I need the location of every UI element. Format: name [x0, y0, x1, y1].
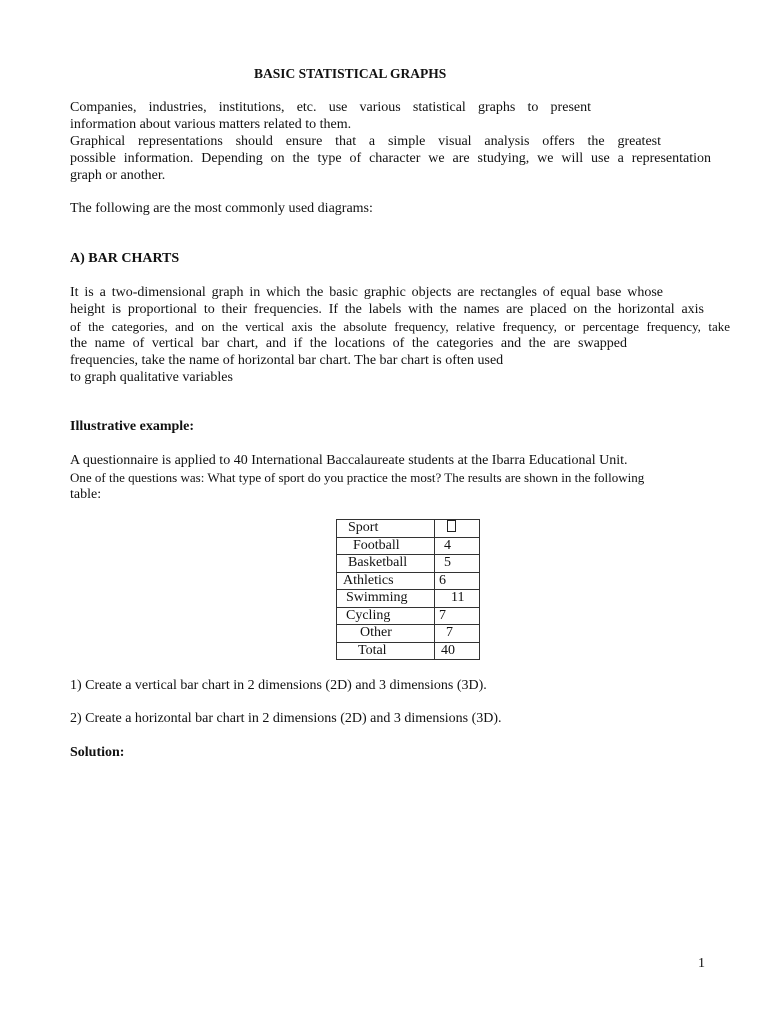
- table-cell-sport: Swimming: [337, 590, 435, 608]
- example-line-1: A questionnaire is applied to 40 International Baccalaureate students at the Ibarra Educational Unit.: [70, 453, 628, 468]
- task-2: 2) Create a horizontal bar chart in 2 dimensions (2D) and 3 dimensions (3D).: [70, 711, 502, 726]
- section-a-heading: A) BAR CHARTS: [70, 251, 180, 266]
- bar-charts-line-2: height is proportional to their frequencies. If the labels with the names are placed on the horizontal axis: [70, 302, 704, 317]
- table-cell-sport: Cycling: [337, 607, 435, 625]
- table-cell-sport: Total: [337, 642, 435, 660]
- document-title: BASIC STATISTICAL GRAPHS: [254, 66, 447, 81]
- bar-charts-line-6: to graph qualitative variables: [70, 370, 233, 385]
- bar-charts-line-5: frequencies, take the name of horizontal bar chart. The bar chart is often used: [70, 353, 504, 368]
- table-cell-value: 40: [435, 642, 480, 660]
- table-header-frequency: [435, 520, 480, 538]
- bar-charts-line-3: of the categories, and on the vertical axis the absolute frequency, relative frequency, or percentage frequency, take: [70, 319, 730, 334]
- table-cell-sport: Athletics: [337, 572, 435, 590]
- intro-paragraph: [70, 99, 711, 184]
- table-header-row: [337, 520, 480, 538]
- table-cell-sport: Basketball: [337, 555, 435, 573]
- bar-charts-line-1: It is a two-dimensional graph in which the basic graphic objects are rectangles of equal base whose: [70, 285, 663, 300]
- bar-charts-paragraph: [70, 284, 730, 386]
- table-cell-sport: Football: [337, 537, 435, 555]
- page-number: 1: [698, 956, 705, 971]
- following-text: The following are the most commonly used diagrams:: [70, 201, 373, 216]
- intro-line-2: information about various matters related to them.: [70, 117, 352, 132]
- table-row: [337, 555, 480, 573]
- task-1: 1) Create a vertical bar chart in 2 dimensions (2D) and 3 dimensions (3D).: [70, 678, 487, 693]
- intro-line-3: Graphical representations should ensure that a simple visual analysis offers the greatest: [70, 134, 661, 149]
- table-row: [337, 572, 480, 590]
- table-cell-value: 5: [435, 555, 480, 573]
- bar-charts-line-4: the name of vertical bar chart, and if the locations of the categories and the are swapped: [70, 336, 627, 351]
- table-cell-value: 7: [435, 625, 480, 643]
- table-cell-sport: Other: [337, 625, 435, 643]
- table-cell-value: 7: [435, 607, 480, 625]
- example-line-3: table:: [70, 487, 102, 502]
- table-cell-value: 4: [435, 537, 480, 555]
- solution-heading: Solution:: [70, 745, 125, 760]
- intro-line-1: Companies, industries, institutions, etc. use various statistical graphs to present: [70, 100, 591, 115]
- intro-line-5: graph or another.: [70, 168, 166, 183]
- sports-frequency-table: [336, 519, 480, 660]
- table-row: [337, 607, 480, 625]
- example-paragraph: [70, 452, 644, 503]
- table-cell-value: 6: [435, 572, 480, 590]
- intro-line-4: possible information. Depending on the type of character we are studying, we will use a representation: [70, 151, 711, 166]
- table-header-sport: Sport: [337, 520, 435, 538]
- example-heading: Illustrative example:: [70, 419, 195, 434]
- missing-glyph-icon: [447, 520, 456, 532]
- table-cell-value: 11: [435, 590, 480, 608]
- table-row: [337, 642, 480, 660]
- table-row: [337, 590, 480, 608]
- table-row: [337, 537, 480, 555]
- example-line-2: One of the questions was: What type of sport do you practice the most? The results are shown in the following: [70, 470, 645, 485]
- table-row: [337, 625, 480, 643]
